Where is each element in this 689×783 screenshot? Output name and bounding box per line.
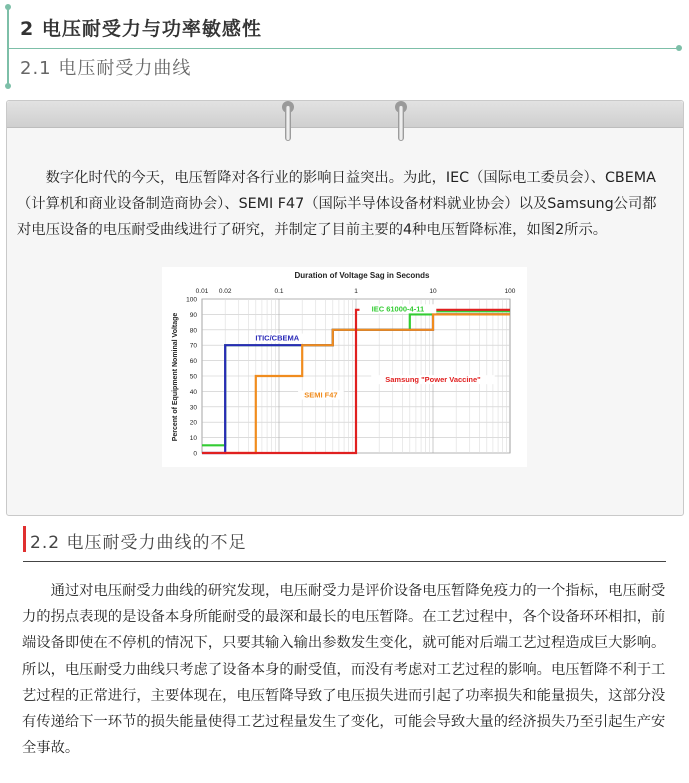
subsection-accent-bar <box>23 526 26 552</box>
line-dot-top <box>5 4 11 10</box>
section-title: 2 电压耐受力与功率敏感性 <box>20 18 262 40</box>
x-tick-label: 0.02 <box>218 288 232 295</box>
binder-ring-icon <box>282 97 294 143</box>
line-dot-bottom <box>5 83 11 89</box>
x-tick-label: 100 <box>504 288 516 295</box>
card-header-strip <box>7 101 683 128</box>
binder-ring-icon <box>395 97 407 143</box>
intro-paragraph: 数字化时代的今天，电压暂降对各行业的影响日益突出。为此，IEC（国际电工委员会）、CBEMA（计算机和商业设备制造商协会）、SEMI F47（国际半导体设备材料就业协会）以及Samsung公司都对电压设备的电压耐受曲线进行了研究，并制定了目前主要的4种电压暂降标准，如图2所示。 <box>17 170 657 238</box>
section-horizontal-line <box>8 48 678 49</box>
subsection-underline <box>23 561 666 562</box>
y-tick-label: 100 <box>186 296 197 304</box>
y-tick-label: 30 <box>189 404 197 412</box>
y-tick-label: 60 <box>189 358 197 366</box>
series-annotation: IEC 61000-4-11 <box>371 304 425 314</box>
x-tick-label: 1 <box>354 288 358 295</box>
subsection-title-2-2: 2.2 电压耐受力曲线的不足 <box>30 533 247 553</box>
section-vertical-line <box>7 6 9 86</box>
x-tick-label: 0.01 <box>195 288 209 295</box>
series-annotation: Samsung "Power Vaccine" <box>385 375 481 385</box>
y-tick-label: 0 <box>193 450 197 458</box>
y-tick-label: 80 <box>189 327 197 335</box>
x-tick-label: 10 <box>429 288 437 295</box>
section-header <box>0 0 689 90</box>
series-annotation: SEMI F47 <box>304 390 338 400</box>
line-dot-right <box>676 45 682 51</box>
chart-svg <box>162 267 527 467</box>
x-tick-label: 0.1 <box>274 288 284 295</box>
notebook-card <box>6 100 684 516</box>
y-tick-label: 50 <box>189 373 197 381</box>
voltage-tolerance-chart <box>162 267 527 467</box>
y-tick-label: 90 <box>189 311 197 319</box>
y-axis-label: Percent of Equipment Nominal Voltage <box>172 312 179 442</box>
subsection-title-2-1: 2.1 电压耐受力曲线 <box>20 58 192 79</box>
y-tick-label: 40 <box>189 388 197 396</box>
series-annotation: ITIC/CBEMA <box>255 333 300 343</box>
chart-title: Duration of Voltage Sag in Seconds <box>294 271 430 280</box>
y-tick-label: 20 <box>189 419 197 427</box>
y-tick-label: 10 <box>189 435 197 443</box>
y-tick-label: 70 <box>189 342 197 350</box>
body-paragraph: 通过对电压耐受力曲线的研究发现，电压耐受力是评价设备电压暂降免疫力的一个指标，电压耐受力的拐点表现的是设备本身所能耐受的最深和最长的电压暂降。在工艺过程中，各个设备环环相扣，前端设备即使在不停机的情况下，只要其输入输出参数发生变化，就可能对后端工艺过程造成巨大影响。所以，电压耐受力曲线只考虑了设备本身的耐受值，而没有考虑对工艺过程的影响。电压暂降不利于工艺过程的正常进行，主要体现在，电压暂降导致了电压损失进而引起了功率损失和能量损失，这部分没有传递给下一环节的损失能量使得工艺过程量发生了变化，可能会导致大量的经济损失乃至引起生产安全事故。 <box>22 583 666 757</box>
